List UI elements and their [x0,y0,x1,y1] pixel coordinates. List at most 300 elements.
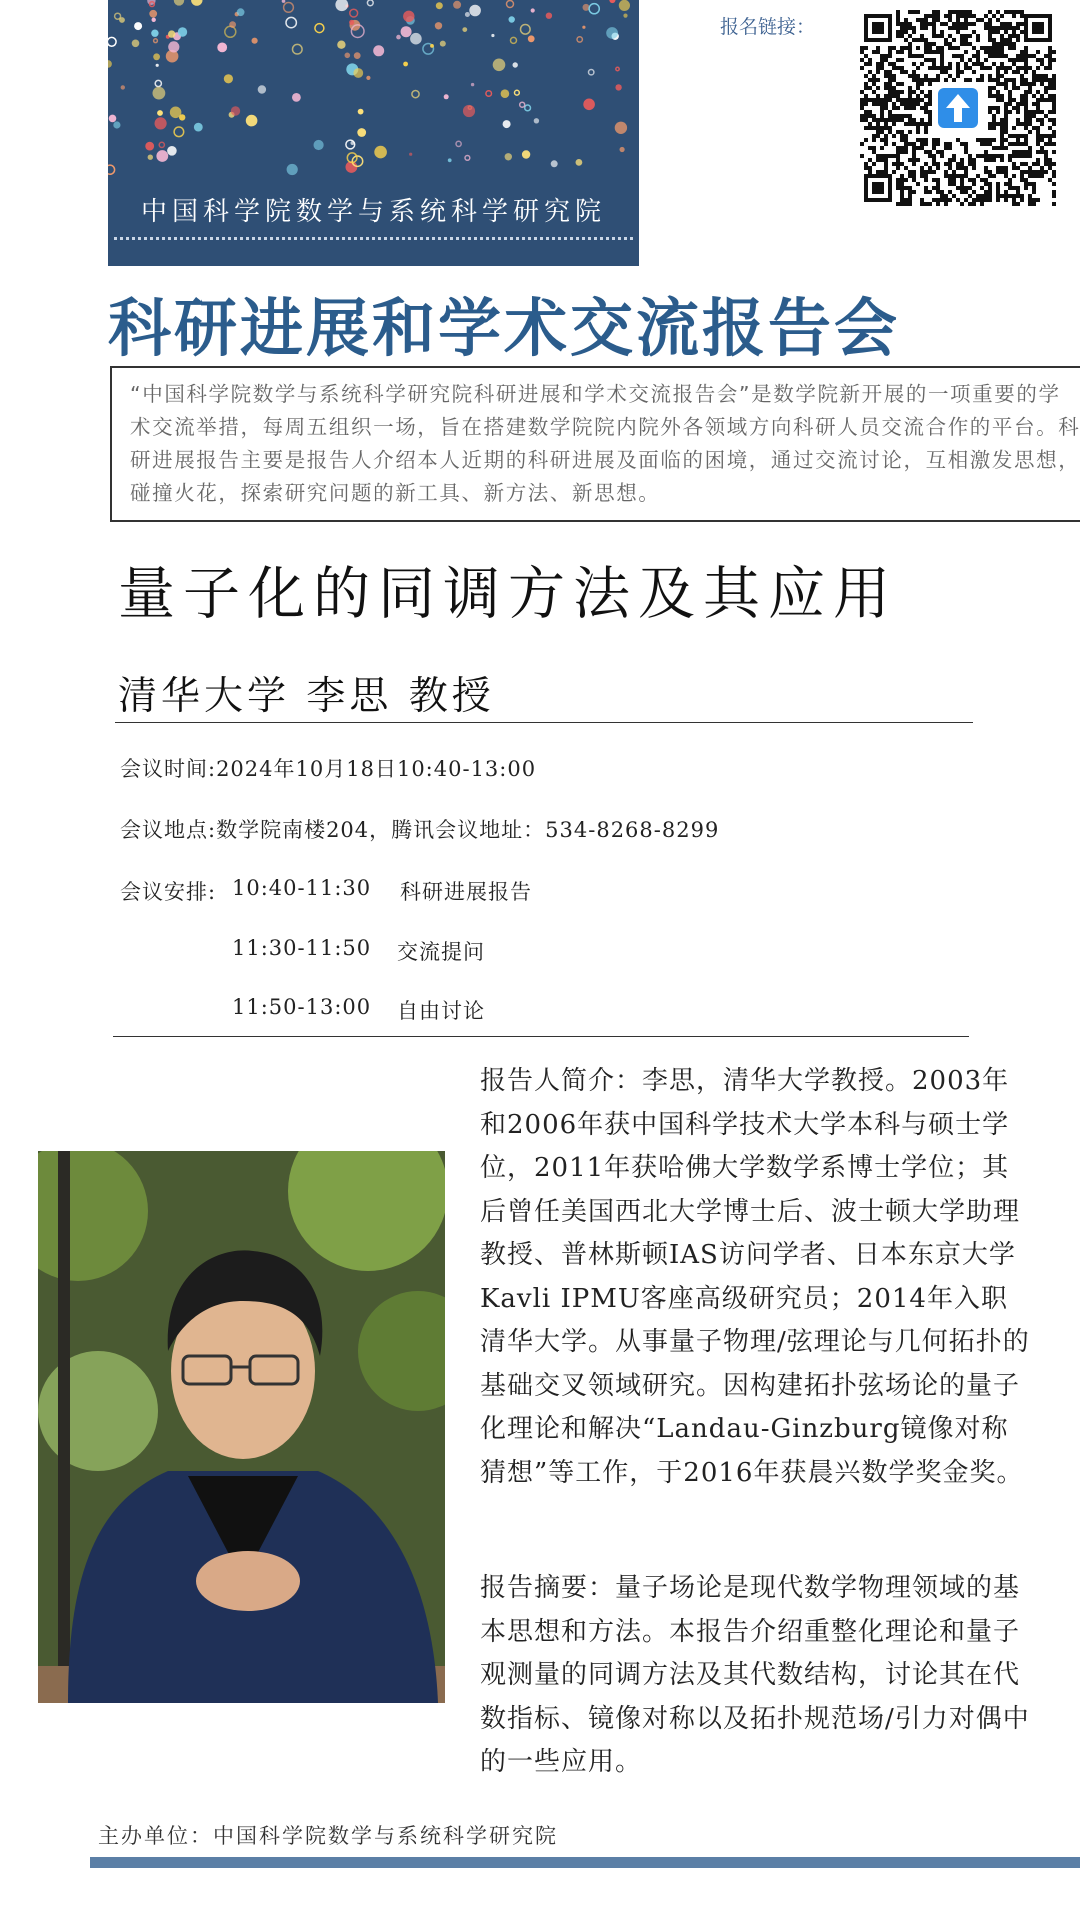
qr-module [872,138,876,142]
qr-module [864,118,868,122]
qr-module [888,126,892,130]
qr-module [944,194,948,198]
qr-module [1028,166,1032,170]
qr-module [896,30,900,34]
qr-module [900,182,904,186]
qr-module [924,126,928,130]
confetti-dot [528,35,535,42]
qr-module [1048,58,1052,62]
qr-module [932,170,936,174]
qr-module [900,26,904,30]
qr-module [984,46,988,50]
qr-module [880,114,884,118]
qr-module [1008,38,1012,42]
qr-module [916,94,920,98]
qr-module [996,122,1000,126]
qr-module [1024,162,1028,166]
qr-module [1016,138,1020,142]
qr-module [1052,110,1056,114]
confetti-dot [503,120,511,128]
confetti-dot [113,121,120,128]
qr-module [1044,114,1048,118]
confetti-dot [401,26,412,37]
qr-module [904,70,908,74]
qr-module [1024,170,1028,174]
confetti-dot [615,84,621,90]
qr-module [944,14,948,18]
qr-module [908,122,912,126]
qr-module [888,62,892,66]
qr-module [932,158,936,162]
qr-module [896,66,900,70]
qr-module [996,74,1000,78]
qr-module [1048,118,1052,122]
qr-module [880,138,884,142]
qr-module [956,70,960,74]
qr-module [904,26,908,30]
qr-module [872,82,876,86]
qr-module [1040,98,1044,102]
qr-module [912,10,916,14]
qr-module [860,118,864,122]
qr-module [908,98,912,102]
qr-module [872,162,876,166]
qr-module [984,26,988,30]
qr-module [984,158,988,162]
qr-module [988,30,992,34]
qr-module [1000,26,1004,30]
qr-module [1040,78,1044,82]
confetti-dot [351,141,355,145]
confetti-dot [337,41,345,49]
qr-module [880,106,884,110]
qr-module [1028,122,1032,126]
qr-module [952,26,956,30]
qr-module [988,182,992,186]
qr-module [1004,66,1008,70]
qr-module [972,202,976,206]
qr-module [904,102,908,106]
qr-module [860,142,864,146]
qr-module [992,174,996,178]
qr-module [1048,98,1052,102]
qr-module [1020,122,1024,126]
qr-module [1000,130,1004,134]
qr-module [932,18,936,22]
qr-module [996,70,1000,74]
qr-module [1036,138,1040,142]
confetti-dot [159,142,164,147]
qr-module [900,70,904,74]
qr-module [904,22,908,26]
qr-module [888,90,892,94]
qr-module [892,46,896,50]
registration-label: 报名链接： [720,16,816,38]
qr-module [980,46,984,50]
qr-module [1048,126,1052,130]
qr-module [1012,174,1016,178]
qr-module [924,110,928,114]
qr-module [908,118,912,122]
qr-module [976,174,980,178]
qr-module [964,198,968,202]
qr-module [952,46,956,50]
qr-module [1048,166,1052,170]
confetti-dot [132,40,140,48]
qr-module [956,62,960,66]
qr-module [1036,50,1040,54]
qr-module [1004,102,1008,106]
qr-module [860,50,864,54]
footer-bar [90,1857,1080,1868]
banner-institute-name: 中国科学院数学与系统科学研究院 [140,197,606,227]
qr-module [968,202,972,206]
qr-module [980,66,984,70]
qr-module [872,98,876,102]
qr-module [1004,170,1008,174]
confetti-dot [531,8,535,12]
qr-module [868,146,872,150]
qr-module [920,78,924,82]
qr-module [1040,118,1044,122]
qr-module [912,98,916,102]
qr-module [1016,186,1020,190]
qr-module [884,158,888,162]
qr-module [940,34,944,38]
qr-module [1020,58,1024,62]
qr-module [920,170,924,174]
qr-module [1000,50,1004,54]
confetti-dot [229,21,236,28]
qr-module [1004,42,1008,46]
qr-module [1032,82,1036,86]
qr-module [936,46,940,50]
qr-module [948,74,952,78]
qr-module [928,66,932,70]
qr-module [1020,74,1024,78]
qr-module [900,114,904,118]
qr-module [924,106,928,110]
qr-module [1044,134,1048,138]
qr-module [988,170,992,174]
qr-module [1008,98,1012,102]
qr-module [960,162,964,166]
qr-module [1028,54,1032,58]
qr-module [1036,170,1040,174]
qr-module [868,166,872,170]
qr-module [908,94,912,98]
qr-module [988,126,992,130]
qr-module [924,42,928,46]
qr-module [876,130,880,134]
qr-module [988,46,992,50]
qr-module [948,146,952,150]
confetti-dot [157,110,163,116]
qr-module [860,58,864,62]
qr-module [996,42,1000,46]
qr-module [1004,174,1008,178]
confetti-dot [258,85,266,93]
confetti-dot [153,53,160,60]
confetti-dot [282,0,286,3]
qr-module [884,98,888,102]
qr-module [968,22,972,26]
schedule-time: 10:40-11:30 [232,876,372,900]
qr-module [1040,94,1044,98]
qr-module [1004,54,1008,58]
qr-module [876,154,880,158]
qr-module [920,174,924,178]
confetti-dot [471,83,474,86]
qr-module [1012,142,1016,146]
qr-module [1000,42,1004,46]
qr-module [1004,122,1008,126]
confetti-dot [315,24,324,33]
qr-module [908,142,912,146]
qr-module [996,146,1000,150]
qr-module [992,42,996,46]
registration-qr-code[interactable] [860,10,1056,206]
qr-module [892,86,896,90]
qr-module [984,66,988,70]
qr-module [936,78,940,82]
qr-module [1020,22,1024,26]
qr-module [1004,198,1008,202]
qr-module [976,138,980,142]
qr-module [936,18,940,22]
qr-module [1052,82,1056,86]
qr-module [960,202,964,206]
qr-module [936,166,940,170]
qr-module [964,150,968,154]
qr-module [1052,150,1056,154]
qr-module [1004,126,1008,130]
confetti-dot [152,18,156,22]
qr-module [1024,110,1028,114]
qr-module [904,46,908,50]
qr-module [876,158,880,162]
qr-module [972,162,976,166]
qr-module [932,198,936,202]
qr-module [900,198,904,202]
qr-module [1044,158,1048,162]
confetti-dot [501,89,510,98]
qr-module [940,66,944,70]
qr-module [1008,94,1012,98]
qr-module [1008,42,1012,46]
qr-module [888,74,892,78]
qr-module [904,186,908,190]
qr-module [972,178,976,182]
qr-module [984,178,988,182]
qr-module [876,66,880,70]
confetti-dot [589,70,594,75]
qr-module [992,30,996,34]
qr-module [980,194,984,198]
qr-module [912,38,916,42]
qr-module [884,54,888,58]
qr-module [896,150,900,154]
qr-module [1032,126,1036,130]
qr-module [936,34,940,38]
qr-module [1028,146,1032,150]
confetti-dot [546,13,552,19]
qr-module [1032,110,1036,114]
qr-module [888,82,892,86]
qr-module [892,162,896,166]
qr-module [964,62,968,66]
qr-module [1040,82,1044,86]
qr-module [1032,54,1036,58]
qr-module [928,118,932,122]
qr-module [960,142,964,146]
qr-module [924,130,928,134]
confetti-dot [513,62,518,67]
qr-module [944,66,948,70]
qr-module [1016,154,1020,158]
qr-module [884,74,888,78]
qr-module [896,186,900,190]
qr-module [976,38,980,42]
qr-module [1000,170,1004,174]
schedule-item: 交流提问 [397,940,485,964]
qr-module [900,146,904,150]
qr-module [996,186,1000,190]
qr-module [964,14,968,18]
qr-module [888,86,892,90]
qr-module [884,94,888,98]
confetti-dot [589,4,599,14]
qr-module [1036,106,1040,110]
qr-module [928,90,932,94]
qr-module [1012,134,1016,138]
qr-module [912,158,916,162]
qr-module [892,62,896,66]
qr-module [900,202,904,206]
qr-module [896,178,900,182]
qr-module [1008,34,1012,38]
qr-module [956,66,960,70]
qr-module [1040,166,1044,170]
qr-module [984,182,988,186]
qr-module [924,102,928,106]
qr-module [992,62,996,66]
qr-module [900,58,904,62]
qr-module [872,118,876,122]
qr-module [956,162,960,166]
qr-module [964,42,968,46]
qr-module [892,114,896,118]
qr-module [920,62,924,66]
organizer: 主办单位：中国科学院数学与系统科学研究院 [98,1824,558,1848]
qr-module [904,134,908,138]
qr-module [932,66,936,70]
confetti-dot [453,1,461,9]
qr-module [944,42,948,46]
qr-module [900,194,904,198]
qr-module [1008,182,1012,186]
qr-module [936,50,940,54]
qr-module [992,122,996,126]
qr-module [900,50,904,54]
qr-module [1000,118,1004,122]
qr-module [992,46,996,50]
qr-module [924,162,928,166]
qr-module [896,82,900,86]
qr-module [904,98,908,102]
qr-module [1012,98,1016,102]
qr-module [992,54,996,58]
qr-module [932,146,936,150]
qr-module [1044,154,1048,158]
qr-module [888,54,892,58]
qr-module [1016,86,1020,90]
qr-module [956,26,960,30]
confetti-dot [108,37,116,46]
confetti-dot [108,165,115,174]
qr-module [1052,74,1056,78]
qr-module [1040,62,1044,66]
qr-module [1052,142,1056,146]
qr-module [940,54,944,58]
schedule-time: 11:50-13:00 [232,995,372,1019]
qr-module [920,98,924,102]
qr-module [928,22,932,26]
qr-module [956,198,960,202]
qr-module [996,170,1000,174]
qr-module [988,54,992,58]
qr-module [928,166,932,170]
qr-module [864,94,868,98]
qr-module [1044,90,1048,94]
qr-module [924,46,928,50]
qr-module [968,10,972,14]
qr-module [968,186,972,190]
qr-module [948,18,952,22]
qr-module [924,150,928,154]
qr-module [948,158,952,162]
qr-module [1036,130,1040,134]
qr-module [1004,114,1008,118]
qr-module [1048,86,1052,90]
qr-module [980,154,984,158]
qr-module [932,14,936,18]
qr-module [1004,190,1008,194]
qr-module [980,142,984,146]
qr-module [1024,102,1028,106]
qr-module [872,50,876,54]
qr-module [1024,94,1028,98]
qr-module [1008,158,1012,162]
qr-module [892,122,896,126]
qr-module [1016,190,1020,194]
qr-module [1032,70,1036,74]
qr-module [1024,182,1028,186]
qr-module [932,34,936,38]
qr-module [992,26,996,30]
confetti-dot [520,102,525,107]
confetti-dot [156,150,168,162]
qr-module [1012,86,1016,90]
qr-module [920,18,924,22]
meeting-time: 会议时间:2024年10月18日10:40-13:00 [120,757,537,781]
qr-module [892,66,896,70]
qr-module [1036,98,1040,102]
qr-module [1016,22,1020,26]
qr-module [1028,174,1032,178]
qr-module [948,46,952,50]
qr-module [980,74,984,78]
